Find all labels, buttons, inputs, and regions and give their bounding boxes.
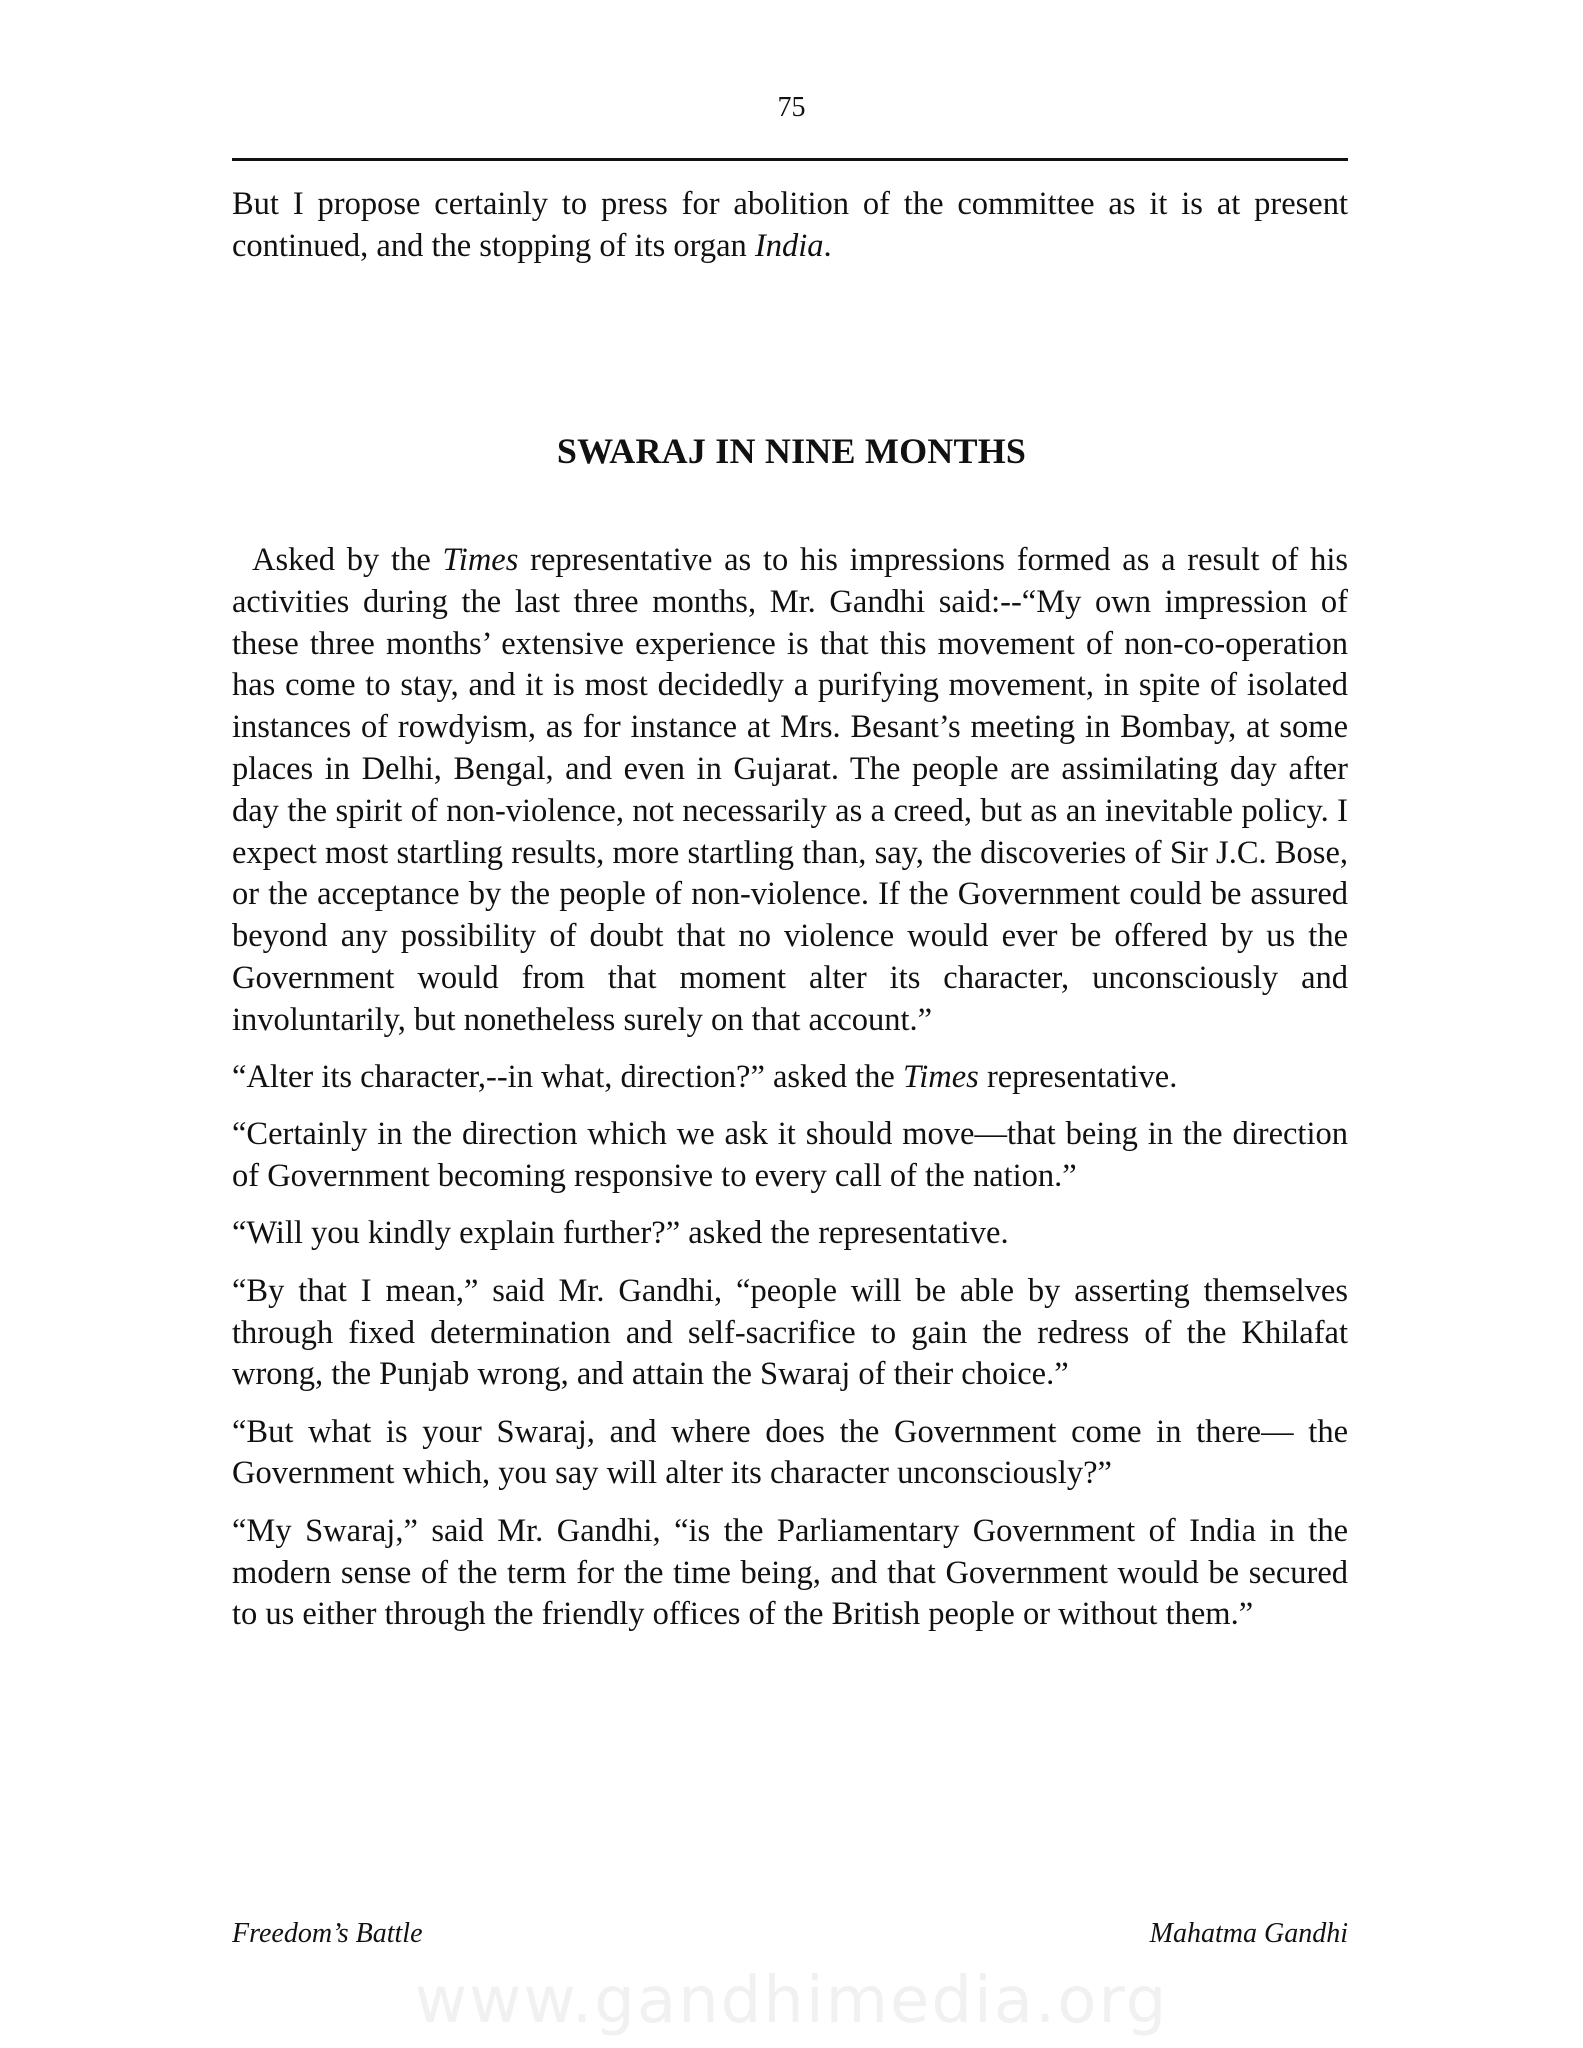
- paragraph-4: “Will you kindly explain further?” asked the representative.: [232, 1215, 1009, 1252]
- paragraph-2-text-b: representative.: [978, 1059, 1178, 1096]
- paragraph-7: “My Swaraj,” said Mr. Gandhi, “is the Parliamentary Government of India in the modern sense of the term for the time being, and that Government would be secured to us either through the friendly offices of the British people or without them.”: [232, 1512, 1348, 1633]
- footer-book-title: Freedom’s Battle: [232, 1918, 423, 1949]
- watermark: www.gandhimedia.org: [414, 1964, 1169, 2038]
- paragraph-1-italic: Times: [442, 542, 519, 578]
- paragraph-1-text-b: representative as to his impressions formed as a result of his activities during the last three months, Mr. Gandhi said:--“My own impression of these three months’ extensive experience is that this movement of non-co-operation has come to stay, and it is most decidedly a purifying movement, in spite of isolated instances of rowdyism, as for instance at Mrs. Besant’s meeting in Bombay, at some places in Delhi, Bengal, and even in Gujarat. The people are assimilating day after day the spirit of non-violence, not necessarily as a creed, but as an inevitable policy. I expect most startling results, more startling than, say, the discoveries of Sir J.C. Bose, or the acceptance by the people of non-violence. If the Government could be assured beyond any possibility of doubt that no violence would ever be offered by us the Government would from that moment alter its character, unconsciously and involuntarily, but nonetheless surely on that account.”: [232, 542, 1349, 1038]
- paragraph-2: [232, 1057, 1348, 1099]
- header-rule: [232, 158, 1348, 161]
- carryover-end: .: [823, 227, 832, 264]
- paragraph-1-text-a: Asked by the: [252, 542, 443, 578]
- carryover-text: But I propose certainly to press for abolition of the committee as it is at present continued, and the stopping of its organ: [232, 186, 1348, 264]
- carryover-italic: India: [754, 227, 824, 264]
- paragraph-2-text-a: “Alter its character,--in what, direction?” asked the: [232, 1059, 903, 1096]
- section-body: [232, 540, 1348, 1652]
- paragraph-5: “By that I mean,” said Mr. Gandhi, “people will be able by asserting themselves through fixed determination and self-sacrifice to gain the redress of the Khilafat wrong, the Punjab wrong, and attain the Swaraj of their choice.”: [232, 1272, 1348, 1393]
- section-title: SWARAJ IN NINE MONTHS: [556, 431, 1027, 471]
- paragraph-6: “But what is your Swaraj, and where does the Government come in there— the Government which, you say will alter its character unconsciously?”: [232, 1413, 1348, 1492]
- paragraph-2-italic: Times: [902, 1059, 979, 1096]
- footer-author: Mahatma Gandhi: [1149, 1918, 1348, 1949]
- page-number: 75: [777, 92, 806, 123]
- carryover-paragraph: [232, 184, 1348, 268]
- paragraph-1: [232, 540, 1348, 1042]
- paragraph-3: “Certainly in the direction which we ask it should move—that being in the direction of Government becoming responsive to every call of the nation.”: [232, 1116, 1348, 1195]
